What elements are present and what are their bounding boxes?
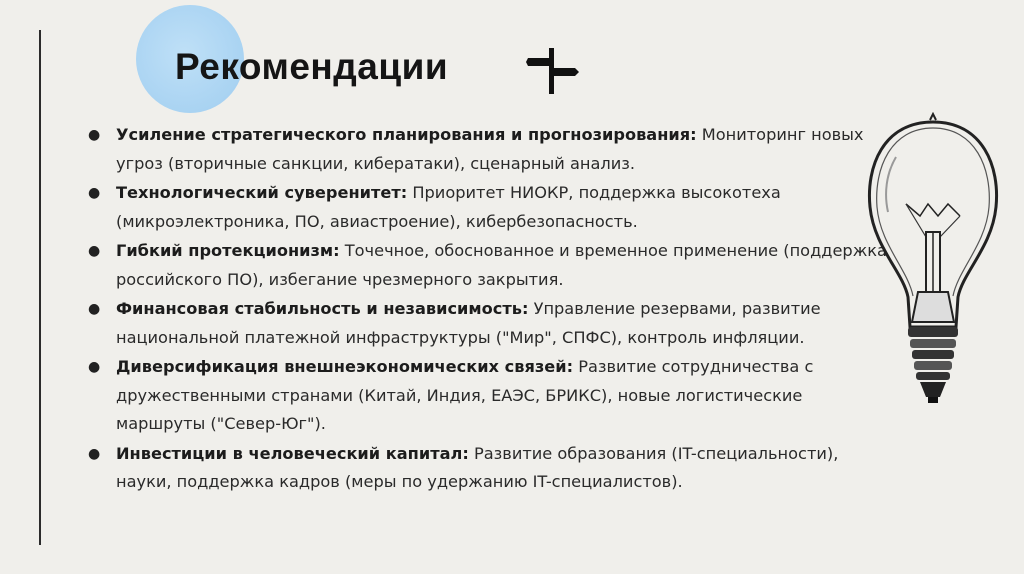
slide-title: Рекомендации bbox=[175, 46, 449, 87]
list-item bbox=[88, 440, 888, 497]
item-text: Приоритет НИОКР, поддержка высокотеха (микроэлектроника, ПО, авиастроение), кибербезопасность. bbox=[116, 183, 781, 231]
item-text: Точечное, обоснованное и временное применение (поддержка российского ПО), избегание чрезмерного закрытия. bbox=[116, 241, 887, 289]
bullet-icon: ● bbox=[88, 127, 101, 143]
item-heading: Финансовая стабильность и независимость: bbox=[116, 299, 529, 318]
list-item bbox=[88, 121, 888, 178]
recommendation-list bbox=[88, 121, 888, 497]
list-item bbox=[88, 179, 888, 236]
item-heading: Технологический суверенитет: bbox=[116, 183, 408, 202]
item-heading: Инвестиции в человеческий капитал: bbox=[116, 443, 469, 463]
lightbulb-illustration bbox=[858, 112, 1008, 412]
list-item bbox=[88, 237, 888, 294]
item-text: Управление резервами, развитие национальной платежной инфраструктуры ("Мир", СПФС), контроль инфляции. bbox=[116, 299, 821, 347]
signpost-icon bbox=[526, 44, 580, 96]
list-item bbox=[88, 353, 888, 439]
item-heading: Усиление стратегического планирования и прогнозирования: bbox=[116, 125, 697, 144]
item-text: Мониторинг новых угроз (вторичные санкции, кибератаки), сценарный анализ. bbox=[116, 125, 864, 173]
bullet-icon: ● bbox=[88, 301, 101, 317]
item-heading: Диверсификация внешнеэкономических связей: bbox=[116, 357, 574, 376]
left-divider-line bbox=[39, 30, 41, 545]
item-heading: Гибкий протекционизм: bbox=[116, 241, 340, 260]
bullet-icon: ● bbox=[88, 243, 101, 259]
bullet-icon: ● bbox=[88, 185, 101, 201]
bullet-icon: ● bbox=[88, 359, 101, 375]
list-item bbox=[88, 295, 888, 352]
item-text: Развитие образования (IT-специальности), науки, поддержка кадров (меры по удержанию IT-специалистов). bbox=[116, 443, 839, 491]
item-text: Развитие сотрудничества с дружественными странами (Китай, Индия, ЕАЭС, БРИКС), новые логистические маршруты ("Север-Юг"). bbox=[116, 357, 814, 433]
bullet-icon: ● bbox=[88, 445, 101, 462]
